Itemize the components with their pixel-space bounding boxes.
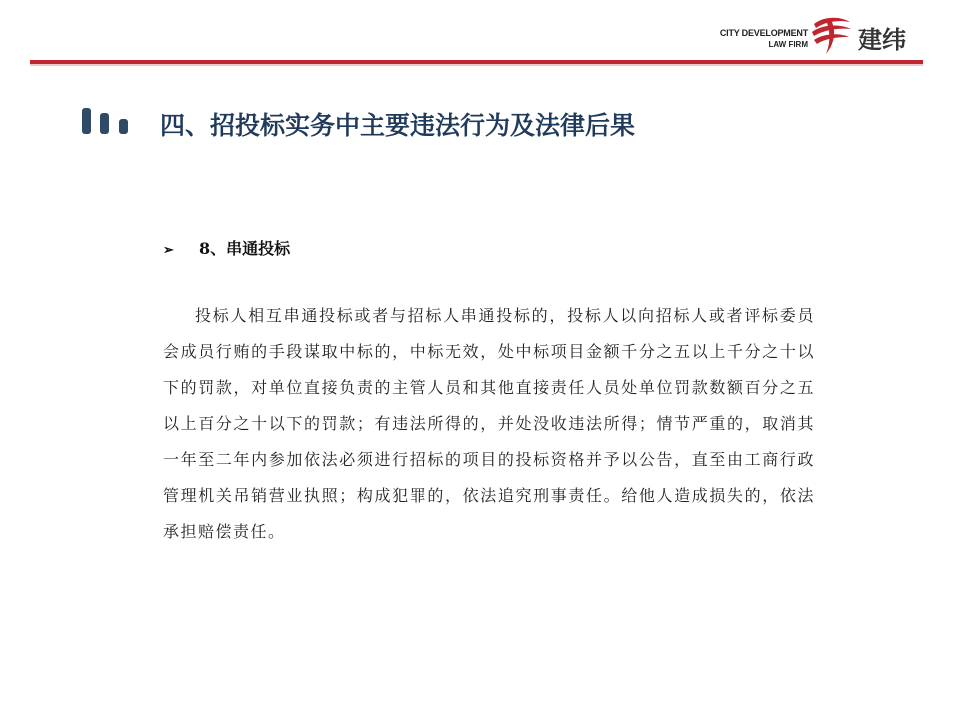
bullet-arrow-icon: ➢ <box>163 243 174 258</box>
section-heading-text: 8、串通投标 <box>199 239 291 258</box>
section-heading <box>163 236 290 259</box>
firm-name-english <box>720 27 808 51</box>
title-decoration-icon <box>82 108 132 134</box>
firm-name-line2: LAW FIRM <box>768 40 808 49</box>
header-divider-shadow <box>30 64 923 66</box>
firm-name-line1: CITY DEVELOPMENT <box>719 28 808 38</box>
firm-name-chinese: 建纬 <box>858 25 906 54</box>
body-paragraph: 投标人相互串通投标或者与招标人串通投标的，投标人以向招标人或者评标委员会成员行贿的手段谋取中标的，中标无效，处中标项目金额千分之五以上千分之十以下的罚款，对单位直接负责的主管人员和其他直接责任人员处单位罚款数额百分之五以上百分之十以下的罚款；有违法所得的，并处没收违法所得；情节严重的，取消其一年至二年内参加依法必须进行招标的项目的投标资格并予以公告，直至由工商行政管理机关吊销营业执照；构成犯罪的，依法追究刑事责任。给他人造成损失的，依法承担赔偿责任。 <box>163 306 815 541</box>
slide-title: 四、招投标实务中主要违法行为及法律后果 <box>160 111 636 140</box>
firm-logo-icon <box>808 14 854 56</box>
